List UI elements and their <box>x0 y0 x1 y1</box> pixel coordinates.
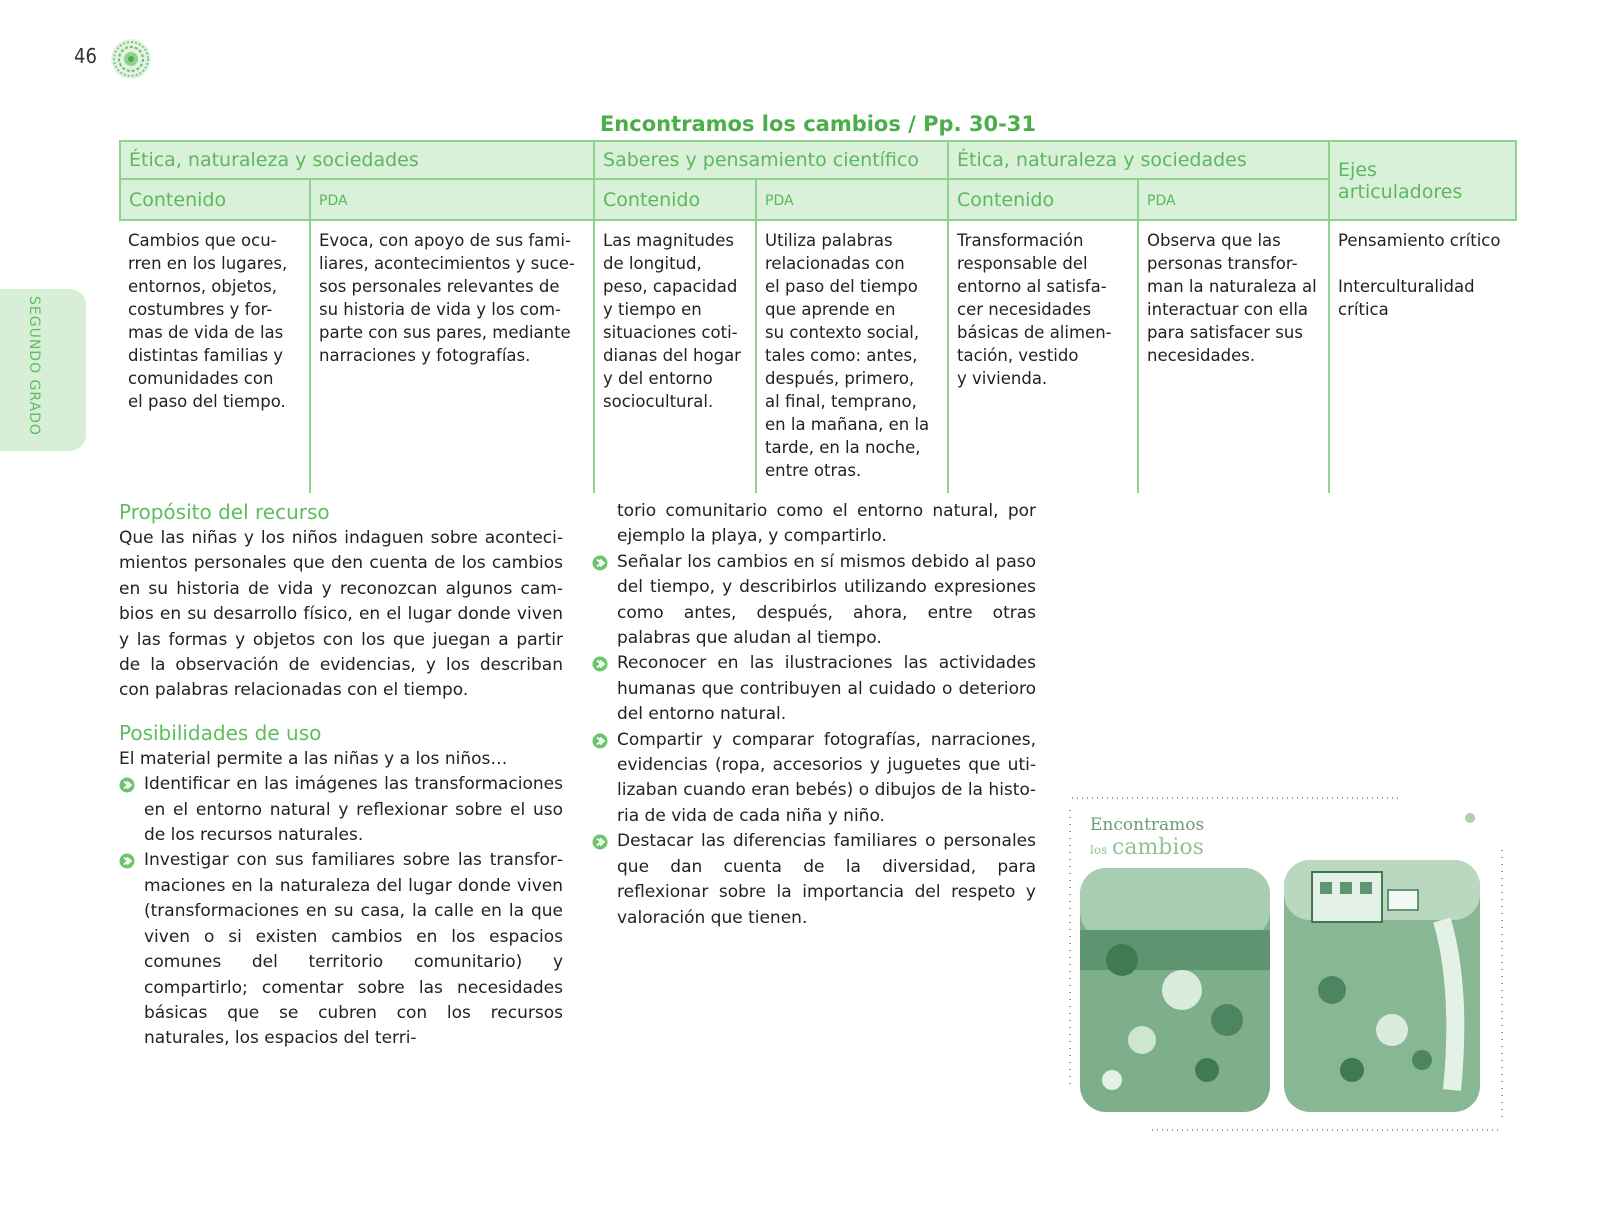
left-column <box>119 499 563 1052</box>
list-item <box>592 651 1036 727</box>
cell-pda-1: Evoca, con apoyo de sus fami- liares, acontecimientos y suce- sos personales relevantes de su historia de vida y los com- parte con sus pares, mediante narraciones y fotografías. <box>310 220 594 493</box>
list-item-text: Identificar en las imágenes las transformaciones en el entorno natural y reflexionar sobre el uso de los recursos naturales. <box>144 774 563 846</box>
list-item <box>592 550 1036 652</box>
contenido-header-3: Contenido <box>948 179 1138 220</box>
chevron-bullet-icon <box>592 834 608 850</box>
chevron-bullet-icon <box>592 656 608 672</box>
curriculum-table <box>119 140 1517 493</box>
list-item-text: Compartir y comparar fotografías, narraciones, evidencias (ropa, accesorios y juguetes que utilizaban cuando eran bebés) o dibujos de la historia de vida de cada niña y niño. <box>617 729 1036 826</box>
contenido-header-1: Contenido <box>120 179 310 220</box>
thumbnail-title-big: cambios <box>1112 835 1204 860</box>
thumbnail-title-small: los <box>1090 843 1108 857</box>
spread-thumbnail <box>1062 790 1510 1142</box>
table-title: Encontramos los cambios / Pp. 30-31 <box>599 112 1037 136</box>
list-item <box>119 848 563 1051</box>
cell-pda-2: Utiliza palabras relacionadas con el paso del tiempo que aprende en su contexto social, tales como: antes, después, primero, al final, temprano, en la mañana, en la tarde, en la noche, entre otras. <box>756 220 948 493</box>
chevron-bullet-icon <box>592 555 608 571</box>
sun-emblem-icon <box>110 38 152 80</box>
side-tab <box>0 289 86 451</box>
chevron-bullet-icon <box>592 733 608 749</box>
middle-column <box>592 499 1036 931</box>
continuation-text: torio comunitario como el entorno natural, por ejemplo la playa, y compartirlo. <box>617 501 1036 547</box>
proposito-text: Que las niñas y los niños indaguen sobre acontecimientos personales que den cuenta de los cambios en su historia de vida y reconozcan algunos cambios en su desarrollo físico, en el lugar donde viven y las formas y objetos con los que juegan a partir de la observación de evidencias, y los describan con palabras relacionadas con el tiempo. <box>119 528 563 701</box>
area-header-1: Ética, naturaleza y sociedades <box>120 141 594 179</box>
cell-contenido-3: Transformación responsable del entorno al satisfa- cer necesidades básicas de alimen- tación, vestido y vivienda. <box>948 220 1138 493</box>
list-item <box>592 829 1036 931</box>
table-row <box>120 220 1516 493</box>
uses-list <box>119 772 563 1051</box>
pda-header-3: PDA <box>1138 179 1329 220</box>
contenido-header-2: Contenido <box>594 179 756 220</box>
proposito-heading: Propósito del recurso <box>119 500 330 524</box>
list-item-text: Reconocer en las ilustraciones las actividades humanas que contribuyen al cuidado o deterioro del entorno natural. <box>617 653 1036 725</box>
list-item <box>119 772 563 848</box>
list-item <box>592 728 1036 830</box>
list-item-text: Investigar con sus familiares sobre las transformaciones en la naturaleza del lugar donde viven (transformaciones en su casa, la calle en la que viven o si existen cambios en los espacios comunes del territorio comunitario) y compartirlo; comentar sobre las necesidades básicas que se cubren con los recursos naturales, los espacios del terri- <box>144 850 563 1049</box>
cell-contenido-2: Las magnitudes de longitud, peso, capacidad y tiempo en situaciones coti- dianas del hogar y del entorno sociocultural. <box>594 220 756 493</box>
ejes-header: Ejes articuladores <box>1329 141 1516 220</box>
cell-pda-3: Observa que las personas transfor- man la naturaleza al interactuar con ella para satisfacer sus necesidades. <box>1138 220 1329 493</box>
uses-list-continued <box>592 550 1036 931</box>
pda-header-2: PDA <box>756 179 948 220</box>
area-header-3: Ética, naturaleza y sociedades <box>948 141 1329 179</box>
cell-contenido-1: Cambios que ocu- rren en los lugares, entornos, objetos, costumbres y for- mas de vida de las distintas familias y comunidades con el paso del tiempo. <box>120 220 310 493</box>
pda-header-1: PDA <box>310 179 594 220</box>
list-item-text: Señalar los cambios en sí mismos debido al paso del tiempo, y describirlos utilizando expresiones como antes, después, ahora, entre otras palabras que aludan al tiempo. <box>617 551 1036 649</box>
posibilidades-heading: Posibilidades de uso <box>119 720 322 745</box>
chevron-bullet-icon <box>119 853 135 869</box>
town-illustration <box>1284 860 1480 1112</box>
chevron-bullet-icon <box>119 777 135 793</box>
list-item-text: Destacar las diferencias familiares o personales que dan cuenta de la diversidad, para reflexionar sobre la importancia del respeto y valoración que tienen. <box>617 831 1036 928</box>
posibilidades-intro: El material permite a las niñas y a los niños… <box>119 748 508 769</box>
cell-ejes: Pensamiento crítico Interculturalidad crítica <box>1329 220 1516 493</box>
side-tab-label: SEGUNDO GRADO <box>26 296 42 436</box>
area-header-2: Saberes y pensamiento científico <box>594 141 948 179</box>
thumbnail-title-line1: Encontramos <box>1090 815 1205 835</box>
sun-emblem-icon <box>1465 813 1475 823</box>
beach-illustration <box>1080 868 1270 1112</box>
page-number: 46 <box>74 44 97 68</box>
